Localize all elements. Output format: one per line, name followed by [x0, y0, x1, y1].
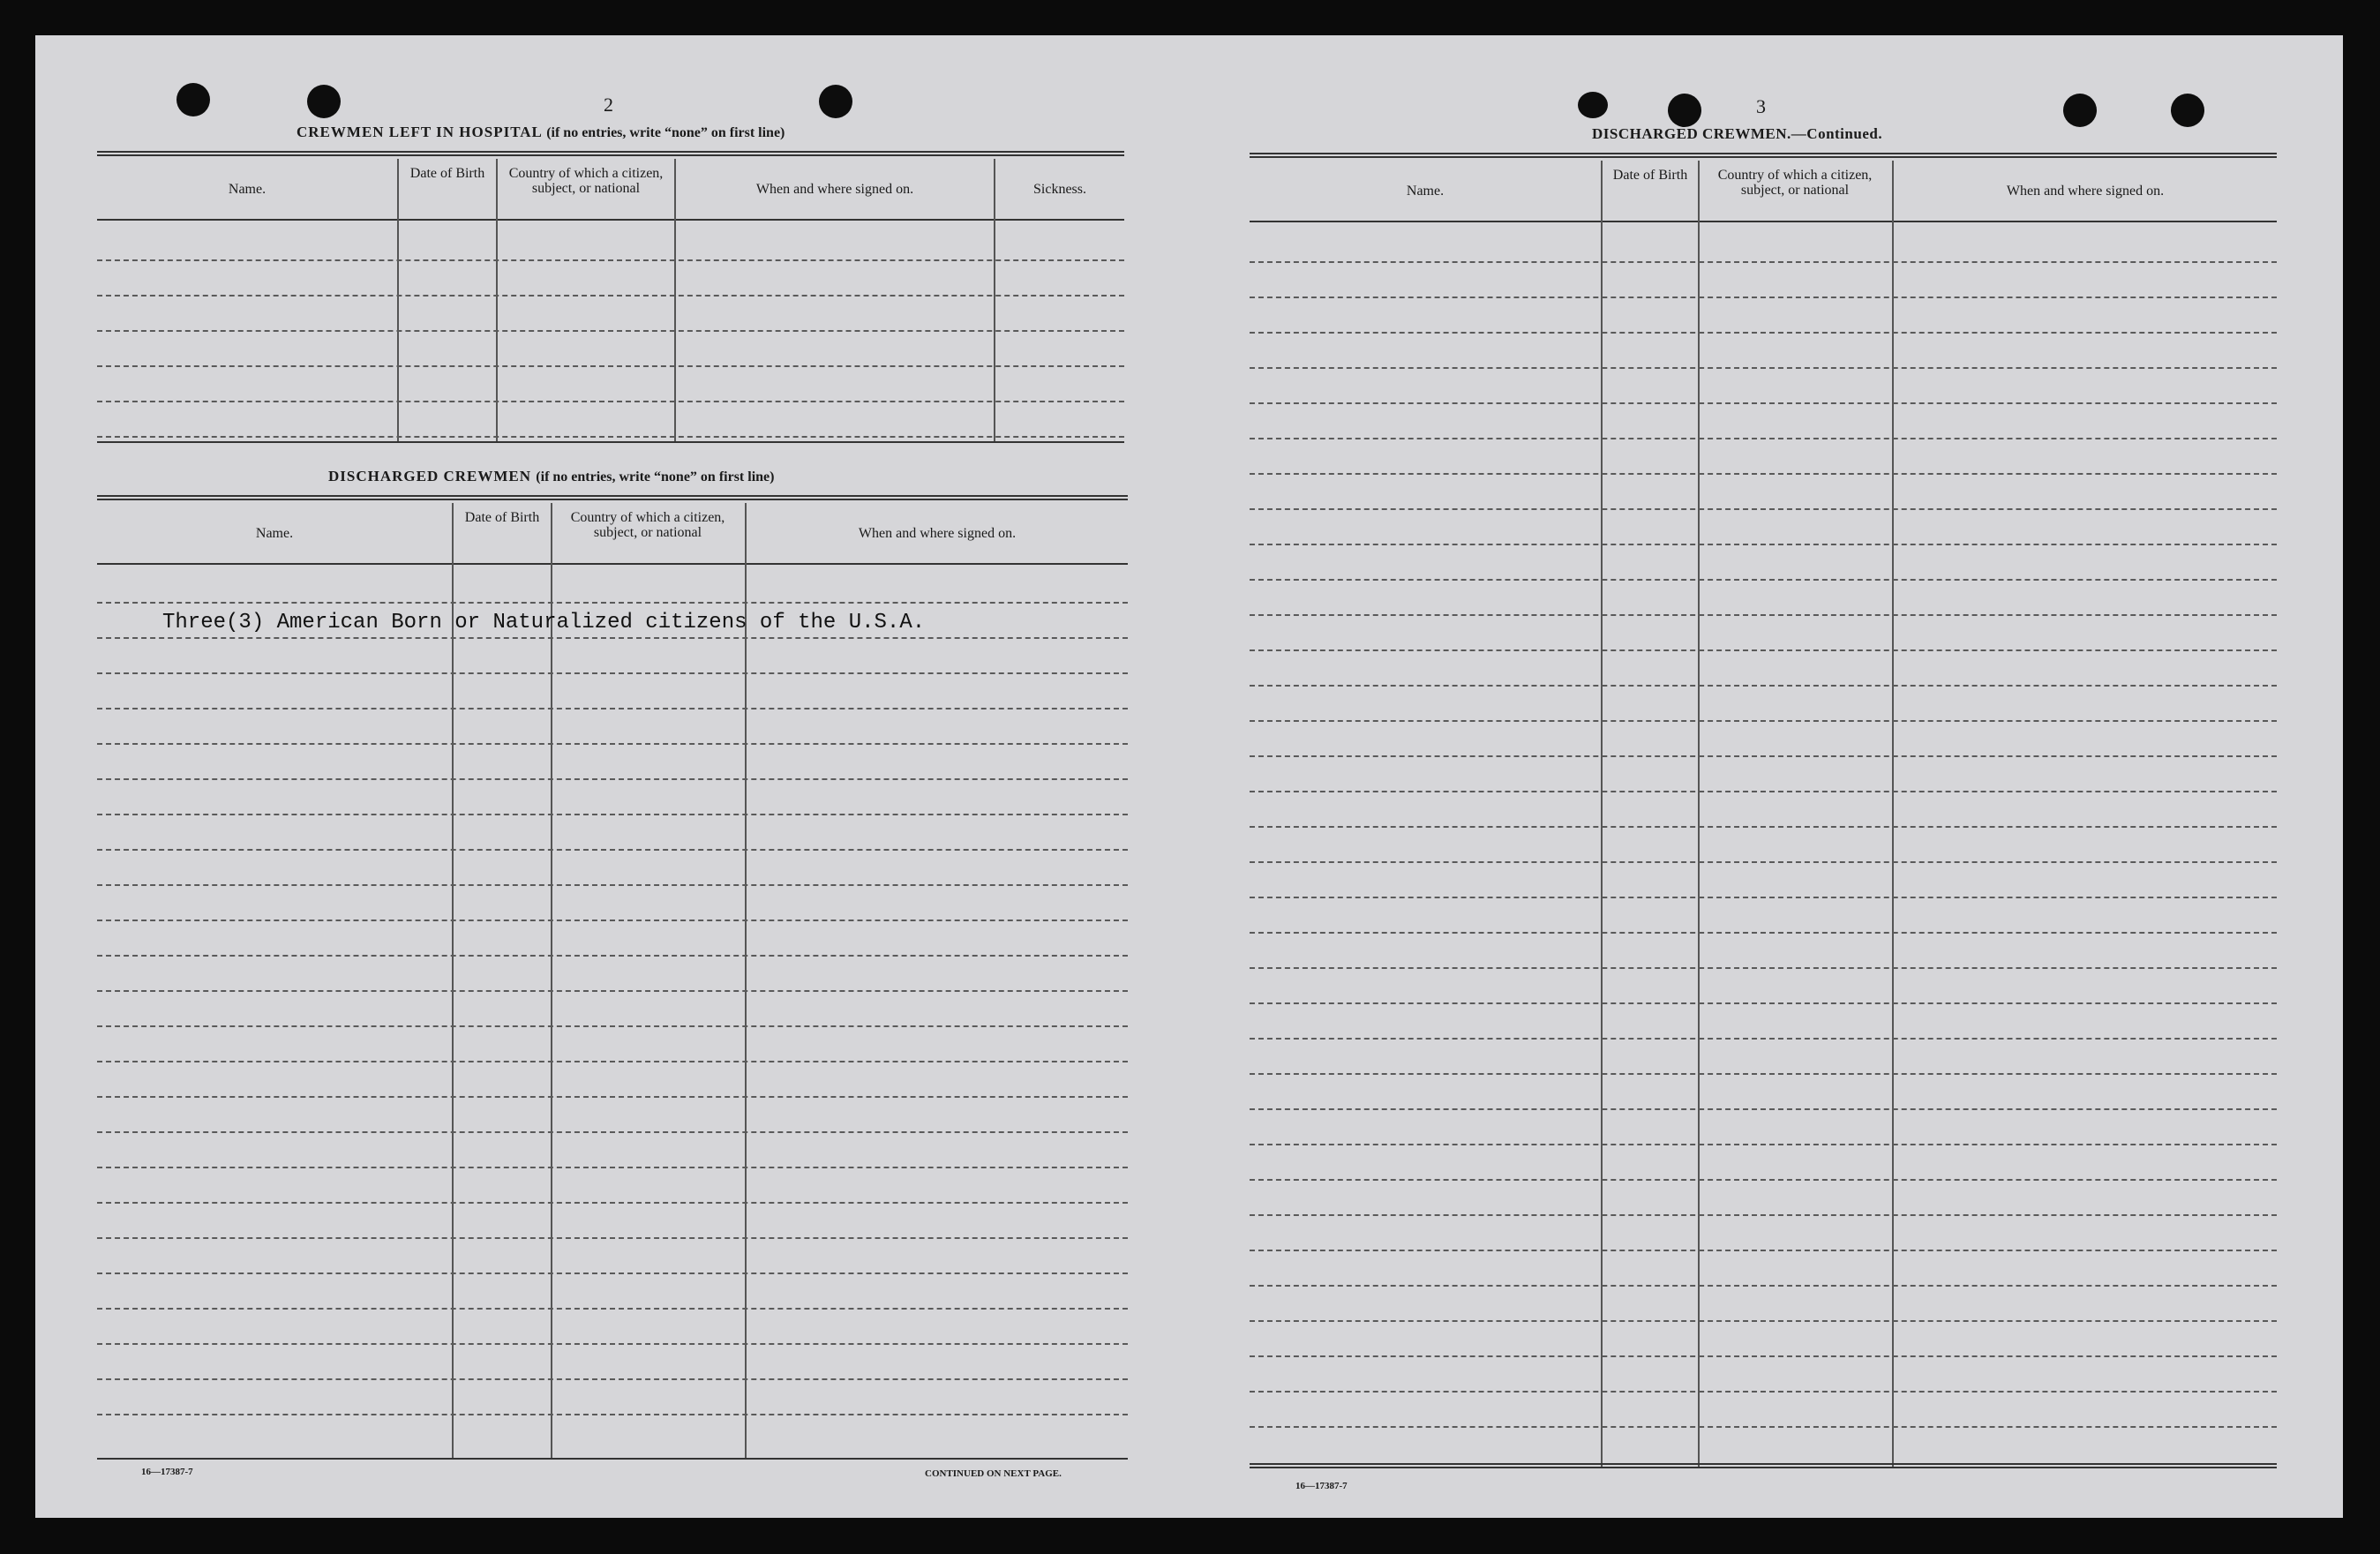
punch-hole	[176, 83, 210, 116]
form-number: 16—17387-7	[141, 1467, 193, 1477]
entry-line	[97, 295, 1124, 297]
entry-line	[1250, 579, 2277, 581]
entry-line	[1250, 1073, 2277, 1075]
right-col-dob: Date of Birth	[1612, 168, 1688, 183]
right-col-country: Country of which a citizen, subject, or national	[1717, 168, 1873, 198]
entry-line	[97, 849, 1128, 851]
entry-line	[97, 884, 1128, 886]
column-divider	[496, 159, 498, 441]
entry-line	[1250, 826, 2277, 828]
entry-line	[97, 778, 1128, 780]
entry-line	[1250, 1320, 2277, 1322]
discharged-header-rule	[97, 563, 1128, 565]
entry-line	[97, 401, 1124, 402]
entry-line	[97, 1167, 1128, 1168]
right-bottom-rule	[1250, 1463, 2277, 1468]
entry-line	[97, 1272, 1128, 1274]
entry-line	[97, 365, 1124, 367]
entry-line	[1250, 1179, 2277, 1181]
hospital-col-dob: Date of Birth	[409, 166, 485, 181]
entry-line	[97, 955, 1128, 957]
hospital-section-title	[297, 124, 785, 141]
entry-line	[97, 814, 1128, 815]
hospital-bottom-rule	[97, 441, 1124, 443]
entry-line	[1250, 1038, 2277, 1040]
hospital-col-signed: When and where signed on.	[755, 182, 914, 197]
entry-line	[97, 436, 1124, 438]
entry-line	[1250, 544, 2277, 545]
column-divider	[397, 159, 399, 441]
entry-line	[97, 1378, 1128, 1380]
discharged-title-text: DISCHARGED CREWMEN	[328, 468, 532, 484]
entry-line	[1250, 1426, 2277, 1428]
hospital-col-country: Country of which a citizen, subject, or national	[508, 166, 664, 196]
discharged-title-note: (if no entries, write “none” on first line)	[536, 469, 775, 484]
entry-line	[97, 1343, 1128, 1345]
column-divider	[551, 503, 552, 1458]
punch-hole	[307, 85, 341, 118]
column-divider	[1698, 161, 1700, 1468]
entry-line	[97, 1096, 1128, 1098]
entry-line	[97, 1061, 1128, 1062]
entry-line	[1250, 297, 2277, 298]
entry-line	[1250, 1002, 2277, 1004]
entry-line	[97, 330, 1124, 332]
entry-line	[1250, 614, 2277, 616]
hospital-col-name: Name.	[228, 182, 267, 197]
entry-line	[1250, 508, 2277, 510]
entry-line	[1250, 367, 2277, 369]
right-top-rule	[1250, 153, 2277, 158]
column-divider	[452, 503, 454, 1458]
entry-line	[1250, 261, 2277, 263]
entry-line	[1250, 791, 2277, 792]
entry-line	[97, 990, 1128, 992]
document-page	[35, 35, 2343, 1518]
entry-line	[1250, 897, 2277, 898]
discharged-col-signed: When and where signed on.	[858, 526, 1017, 541]
column-divider	[1601, 161, 1603, 1468]
entry-line	[1250, 438, 2277, 439]
right-col-signed: When and where signed on.	[2006, 184, 2165, 199]
entry-line	[97, 637, 1128, 639]
entry-line	[97, 920, 1128, 921]
discharged-col-dob: Date of Birth	[464, 510, 540, 525]
hospital-col-sickness: Sickness.	[1033, 182, 1086, 197]
entry-line	[97, 672, 1128, 674]
page-number: 2	[604, 94, 613, 116]
right-col-name: Name.	[1406, 184, 1445, 199]
punch-hole	[819, 85, 852, 118]
column-divider	[745, 503, 747, 1458]
entry-line	[1250, 332, 2277, 334]
hospital-header-rule	[97, 219, 1124, 221]
discharged-bottom-rule	[97, 1458, 1128, 1460]
entry-line	[1250, 1108, 2277, 1110]
right-header-rule	[1250, 221, 2277, 222]
entry-line	[1250, 861, 2277, 863]
entry-line	[1250, 755, 2277, 757]
column-divider	[674, 159, 676, 441]
punch-hole	[1578, 92, 1608, 118]
entry-line	[97, 743, 1128, 745]
entry-line	[97, 1202, 1128, 1204]
punch-hole	[1668, 94, 1701, 127]
form-number: 16—17387-7	[1295, 1481, 1348, 1491]
entry-line	[1250, 1355, 2277, 1357]
entry-line	[1250, 1285, 2277, 1287]
entry-line	[97, 1131, 1128, 1133]
entry-line	[97, 1237, 1128, 1239]
column-divider	[1892, 161, 1894, 1468]
punch-hole	[2171, 94, 2204, 127]
entry-line	[97, 1414, 1128, 1415]
entry-line	[97, 1025, 1128, 1027]
entry-line	[97, 708, 1128, 709]
column-divider	[994, 159, 995, 441]
entry-line	[1250, 685, 2277, 687]
entry-line	[1250, 720, 2277, 722]
page-number: 3	[1756, 95, 1766, 117]
hospital-title-note: (if no entries, write “none” on first line)	[546, 125, 785, 140]
entry-line	[1250, 932, 2277, 934]
entry-line	[1250, 402, 2277, 404]
discharged-col-country: Country of which a citizen, subject, or national	[570, 510, 725, 540]
hospital-top-rule	[97, 151, 1124, 156]
continued-note: CONTINUED ON NEXT PAGE.	[925, 1468, 1062, 1479]
entry-line	[97, 1308, 1128, 1310]
entry-line	[97, 259, 1124, 261]
discharged-col-name: Name.	[255, 526, 294, 541]
hospital-title-text: CREWMEN LEFT IN HOSPITAL	[297, 124, 542, 140]
typed-entry: Three(3) American Born or Naturalized citizens of the U.S.A.	[162, 611, 926, 634]
entry-line	[97, 602, 1128, 604]
entry-line	[1250, 1250, 2277, 1251]
entry-line	[1250, 1391, 2277, 1393]
entry-line	[1250, 967, 2277, 969]
entry-line	[1250, 1144, 2277, 1145]
entry-line	[1250, 473, 2277, 475]
discharged-section-title	[328, 468, 774, 485]
entry-line	[1250, 1214, 2277, 1216]
punch-hole	[2063, 94, 2097, 127]
entry-line	[1250, 649, 2277, 651]
discharged-top-rule	[97, 495, 1128, 500]
right-section-title: DISCHARGED CREWMEN.—Continued.	[1592, 125, 1883, 142]
